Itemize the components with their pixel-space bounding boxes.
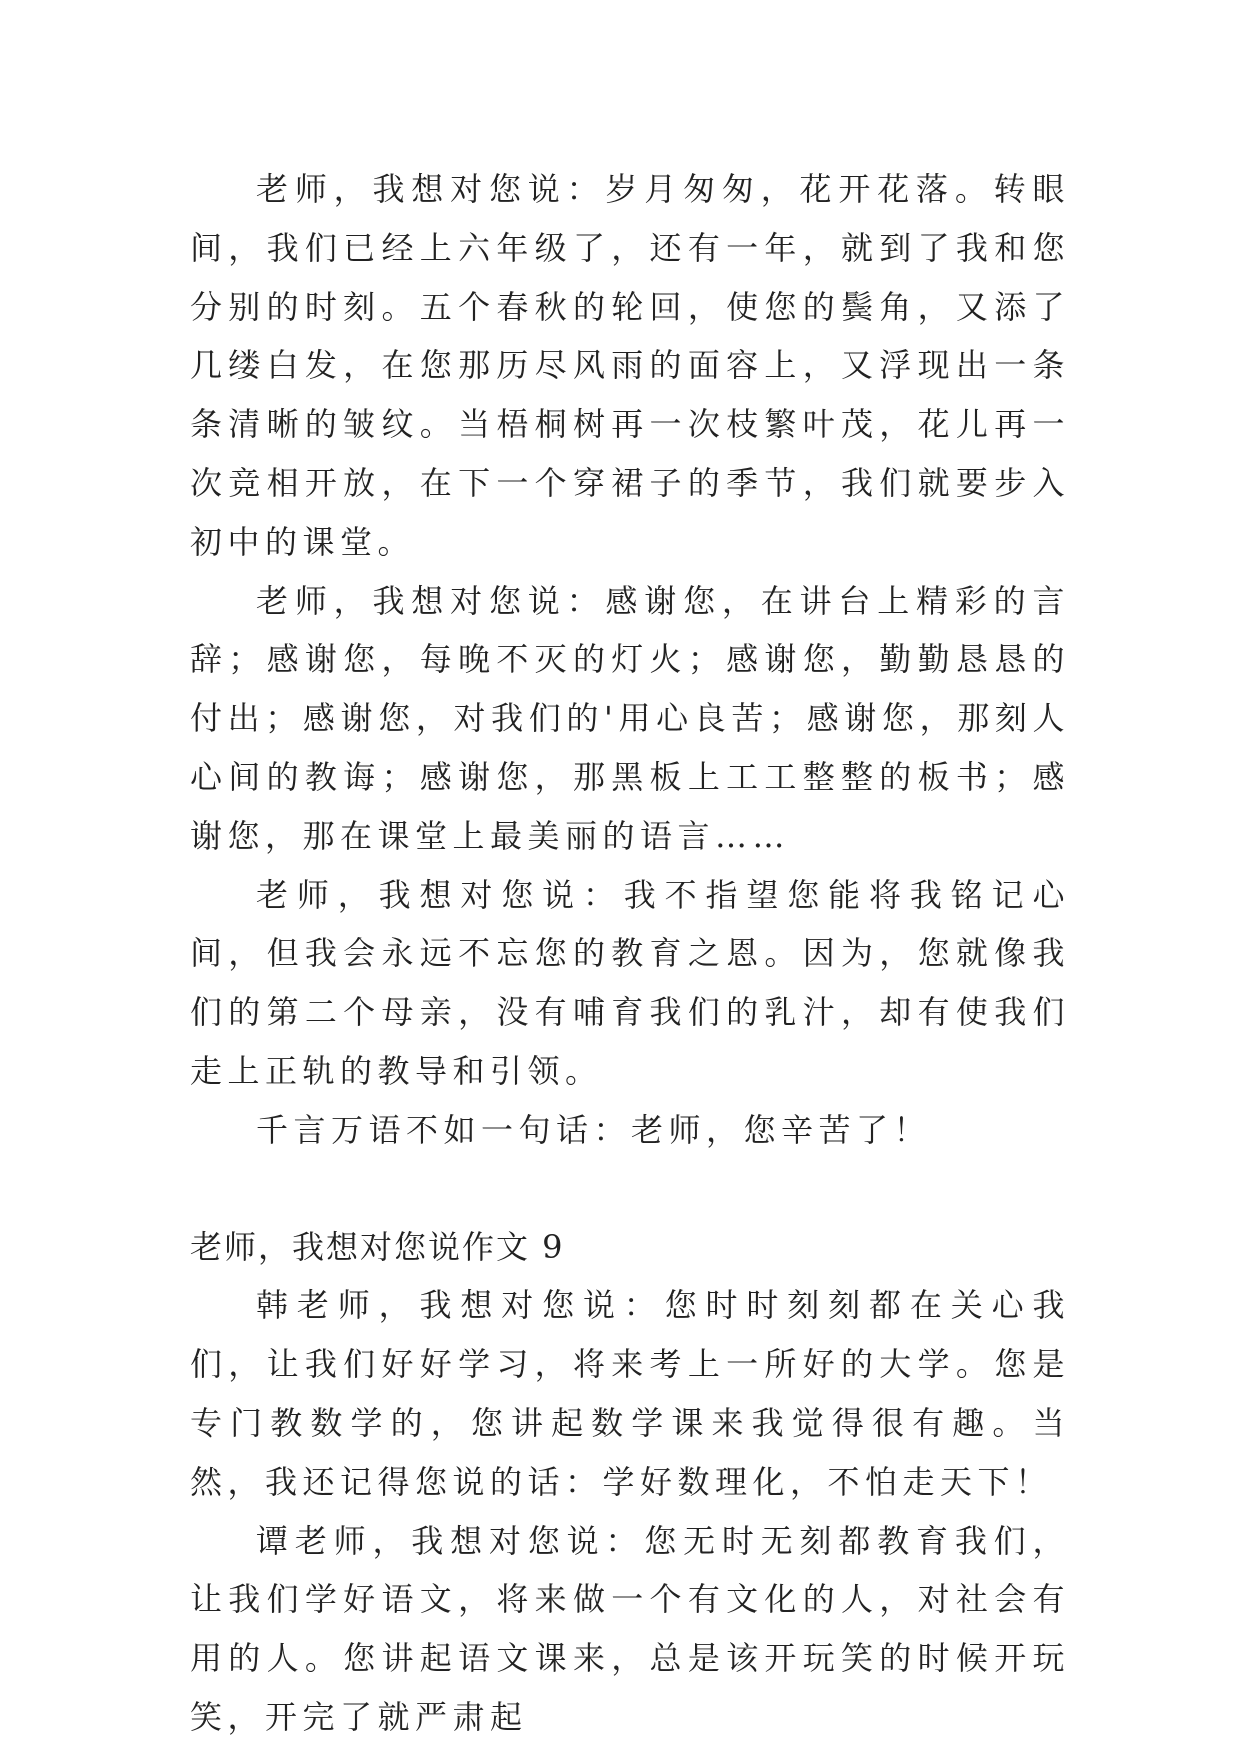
paragraph: 老师，我想对您说：感谢您，在讲台上精彩的言辞；感谢您，每晚不灭的灯火；感谢您，勤勤恳恳的付出；感谢您，对我们的'用心良苦；感谢您，那刻人心间的教诲；感谢您，那黑板上工工整整的板书；感谢您，那在课堂上最美丽的语言…… — [190, 581, 1070, 855]
paragraph: 韩老师，我想对您说：您时时刻刻都在关心我们，让我们好好学习，将来考上一所好的大学。您是专门教数学的，您讲起数学课来我觉得很有趣。当然，我还记得您说的话：学好数理化，不怕走天下！ — [190, 1286, 1070, 1501]
paragraph: 老师，我想对您说：我不指望您能将我铭记心间，但我会永远不忘您的教育之恩。因为，您就像我们的第二个母亲，没有哺育我们的乳汁，却有使我们走上正轨的教导和引领。 — [190, 875, 1070, 1090]
document-body — [190, 160, 1070, 1747]
paragraph: 千言万语不如一句话：老师，您辛苦了！ — [256, 1110, 932, 1149]
paragraph: 谭老师，我想对您说：您无时无刻都教育我们，让我们学好语文，将来做一个有文化的人，对社会有用的人。您讲起语文课来，总是该开玩笑的时候开玩笑，开完了就严肃起 — [190, 1521, 1070, 1736]
section-title: 老师，我想对您说作文 9 — [190, 1227, 565, 1266]
paragraph: 老师，我想对您说：岁月匆匆，花开花落。转眼间，我们已经上六年级了，还有一年，就到了我和您分别的时刻。五个春秋的轮回，使您的鬓角，又添了几缕白发，在您那历尽风雨的面容上，又浮现出一条条清晰的皱纹。当梧桐树再一次枝繁叶茂，花儿再一次竞相开放，在下一个穿裙子的季节，我们就要步入初中的课堂。 — [190, 170, 1070, 561]
